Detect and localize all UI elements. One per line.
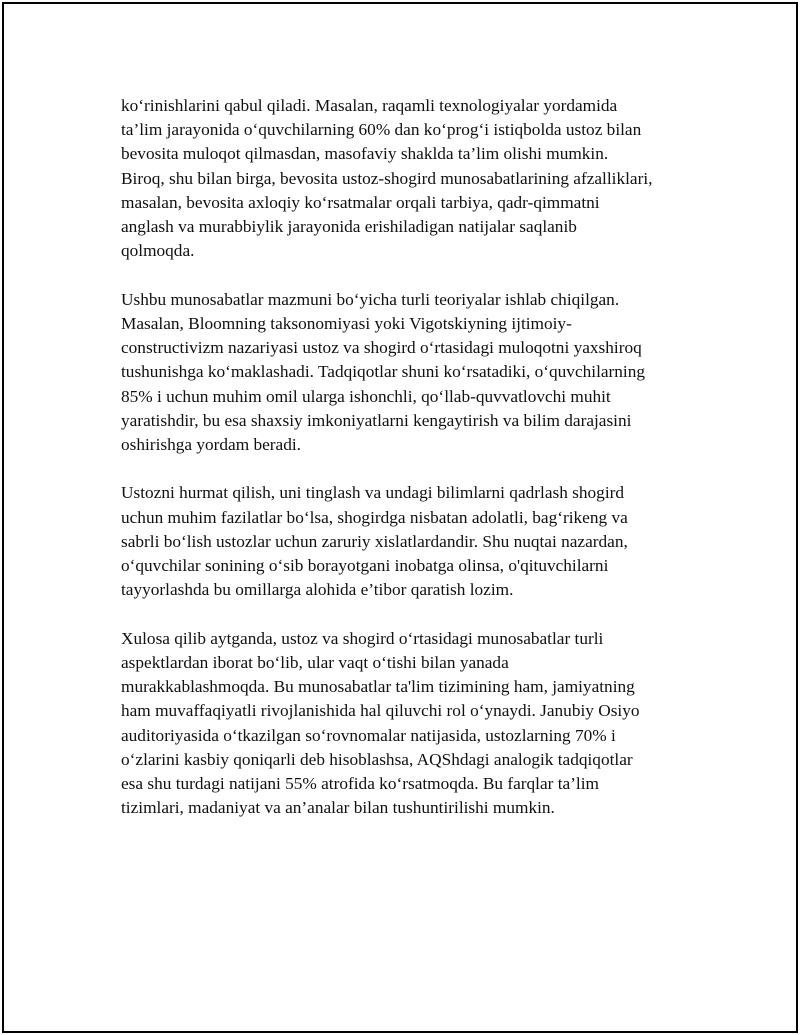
text-line: aspektlardan iborat bo‘lib, ular vaqt o‘tishi bilan yanada: [121, 652, 509, 672]
text-line: ta’lim jarayonida o‘quvchilarning 60% dan ko‘prog‘i istiqbolda ustoz bilan: [121, 120, 642, 140]
text-line: Ustozni hurmat qilish, uni tinglash va undagi bilimlarni qadrlash shogird: [121, 483, 625, 503]
text-line: masalan, bevosita axloqiy ko‘rsatmalar orqali tarbiya, qadr-qimmatni: [121, 192, 600, 212]
text-line: anglash va murabbiylik jarayonida erishiladigan natijalar saqlanib: [121, 217, 577, 237]
text-line: auditoriyasida o‘tkazilgan so‘rovnomalar natijasida, ustozlarning 70% i: [121, 725, 616, 745]
text-line: Xulosa qilib aytganda, ustoz va shogird o‘rtasidagi munosabatlar turli: [121, 628, 604, 648]
text-line: ham muvaffaqiyatli rivojlanishida hal qiluvchi rol o‘ynaydi. Janubiy Osiyo: [121, 701, 640, 721]
text-line: oshirishga yordam beradi.: [121, 434, 301, 454]
text-line: constructivizm nazariyasi ustoz va shogird o‘rtasidagi muloqotni yaxshiroq: [121, 338, 642, 358]
paragraph-3: [121, 481, 706, 602]
text-line: o‘quvchilar sonining o‘sib borayotgani inobatga olinsa, o'qituvchilarni: [121, 556, 609, 576]
text-line: 85% i uchun muhim omil ularga ishonchli, qo‘llab-quvvatlovchi muhit: [121, 386, 611, 406]
paragraph-2: [121, 288, 706, 457]
paragraph-1: [121, 94, 706, 263]
document-body: [121, 94, 706, 845]
text-line: bevosita muloqot qilmasdan, masofaviy shaklda ta’lim olishi mumkin.: [121, 144, 609, 164]
text-line: Biroq, shu bilan birga, bevosita ustoz-shogird munosabatlarining afzalliklari,: [121, 168, 653, 188]
paragraph-4: [121, 627, 706, 821]
text-line: yaratishdir, bu esa shaxsiy imkoniyatlarni kengaytirish va bilim darajasini: [121, 410, 632, 430]
text-line: tushunishga ko‘maklashadi. Tadqiqotlar shuni ko‘rsatadiki, o‘quvchilarning: [121, 362, 646, 382]
text-line: tizimlari, madaniyat va an’analar bilan tushuntirilishi mumkin.: [121, 798, 555, 818]
text-line: qolmoqda.: [121, 241, 195, 261]
text-line: uchun muhim fazilatlar bo‘lsa, shogirdga nisbatan adolatli, bag‘rikeng va: [121, 507, 628, 527]
text-line: murakkablashmoqda. Bu munosabatlar ta'lim tizimining ham, jamiyatning: [121, 677, 635, 697]
text-line: o‘zlarini kasbiy qoniqarli deb hisoblashsa, AQShdagi analogik tadqiqotlar: [121, 749, 633, 769]
text-line: sabrli bo‘lish ustozlar uchun zaruriy xislatlardandir. Shu nuqtai nazardan,: [121, 531, 628, 551]
text-line: tayyorlashda bu omillarga alohida e’tibor qaratish lozim.: [121, 580, 514, 600]
text-line: Ushbu munosabatlar mazmuni bo‘yicha turli teoriyalar ishlab chiqilgan.: [121, 289, 620, 309]
text-line: ko‘rinishlarini qabul qiladi. Masalan, raqamli texnologiyalar yordamida: [121, 96, 618, 115]
text-line: Masalan, Bloomning taksonomiyasi yoki Vigotskiyning ijtimoiy-: [121, 313, 572, 333]
page-frame: [2, 2, 798, 1033]
text-line: esa shu turdagi natijani 55% atrofida ko‘rsatmoqda. Bu farqlar ta’lim: [121, 773, 599, 793]
